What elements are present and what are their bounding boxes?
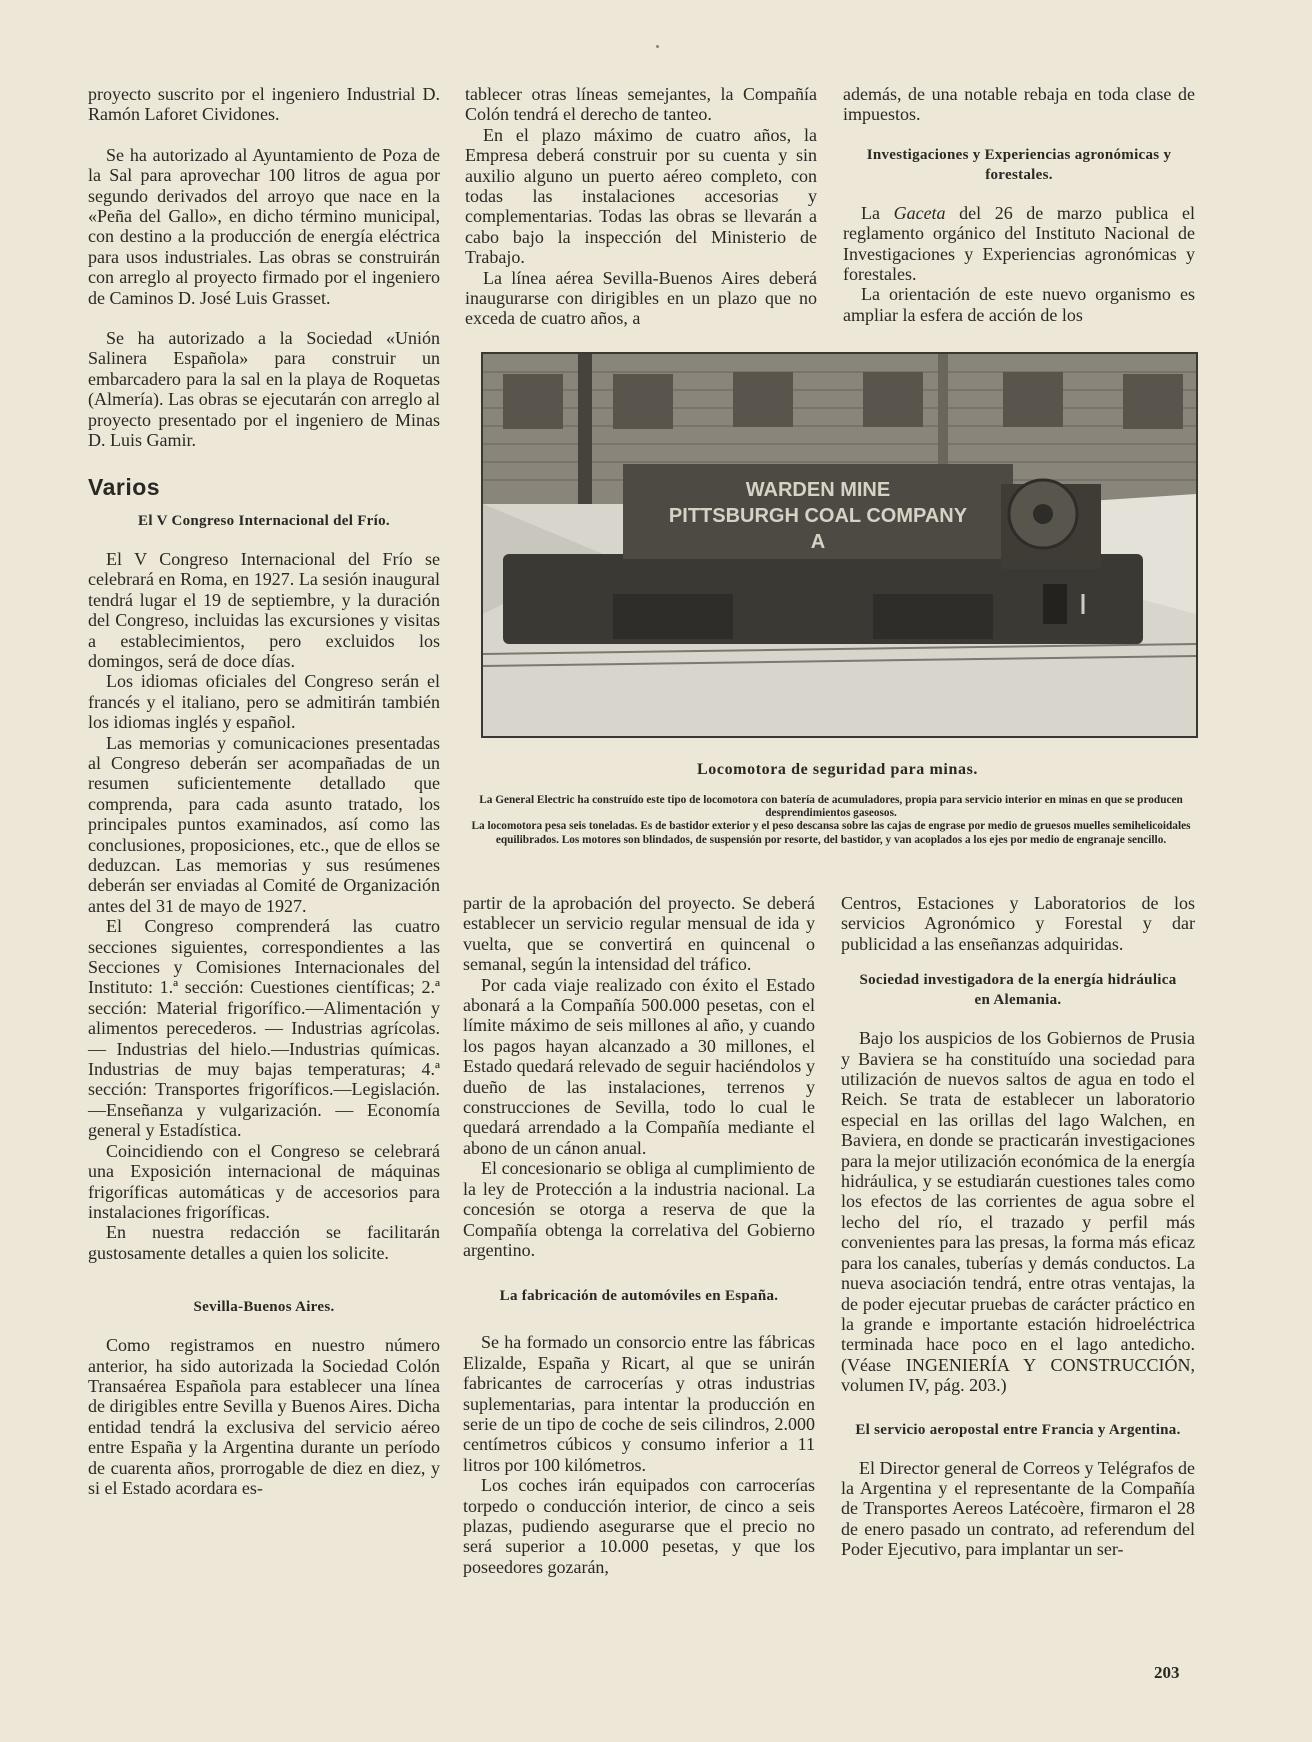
caption-paragraph: La General Electric ha construído este tipo de locomotora con batería de acumuladores, propia para servicio interior en minas en que se producen desprendimientos gaseosos. — [479, 794, 1183, 820]
article-heading: El servicio aeropostal entre Francia y Argentina. — [855, 1421, 1181, 1438]
column-3-bottom — [841, 893, 1195, 1560]
paragraph: Se ha autorizado al Ayuntamiento de Poza de la Sal para aprovechar 100 litros de agua por segundo derivados del arroyo que nace en la «Peña del Gallo», en dicho término municipal, con destino a la producción de energía eléctrica para usos industriales. Las obras se construirán con arreglo al proyecto firmado por el ingeniero de Caminos D. José Luis Grasset. — [88, 144, 440, 308]
locomotive-photo — [481, 352, 1198, 738]
figure-caption-title: Locomotora de seguridad para minas. — [697, 761, 978, 778]
plate-text-2: PITTSBURGH COAL COMPANY — [668, 505, 968, 527]
paragraph: En nuestra redacción se facilitarán gustosamente detalles a quien los solicite. — [88, 1222, 440, 1263]
paragraph: El concesionario se obliga al cumplimiento de la ley de Protección a la industria nacional. La concesión se otorga a reserva de que la Compañía obtenga la correlativa del Gobierno argentino. — [463, 1158, 815, 1260]
paragraph: Se ha autorizado a la Sociedad «Unión Salinera Española» para construir un embarcadero para la sal en la playa de Roquetas (Almería). Las obras se ejecutarán con arreglo al proyecto presentado por el ingeniero de Minas D. Luis Gamir. — [88, 328, 440, 451]
article-heading: Sevilla-Buenos Aires. — [193, 1299, 335, 1316]
paragraph: El Congreso comprenderá las cuatro secciones siguientes, correspondientes a las Secciones y Comisiones Internacionales del Instituto: 1.ª sección: Cuestiones científicas; 2.ª sección: Material frigorífico.—Alimentación y alimentos perecederos. — Industrias agrícolas. — Industrias del hielo.—Industrias químicas. Industrias de muy bajas temperaturas; 4.ª sección: Transportes frigoríficos.—Legislación.—Enseñanza y vulgarización. — Economía general y Estadística. — [88, 916, 440, 1141]
paragraph: El V Congreso Internacional del Frío se celebrará en Roma, en 1927. La sesión inaugural tendrá lugar el 19 de septiembre, y la duración del Congreso, incluidas las excursiones y visitas a establecimientos, pero excluidos los domingos, será de doce días. — [88, 548, 440, 671]
paragraph: Los coches irán equipados con carrocerías torpedo o conducción interior, de cinco a seis plazas, pudiendo asegurarse que el precio no será superior a 10.000 pesetas, y que los poseedores gozarán, — [463, 1475, 815, 1577]
article-heading: La fabricación de automóviles en España. — [499, 1288, 779, 1305]
plate-text-3: A — [810, 531, 826, 553]
paragraph: Se ha formado un consorcio entre las fábricas Elizalde, España y Ricart, al que se unirán fabricantes de carrocerías y otras industrias suplementarias, para intentar la producción en serie de un tipo de coche de seis cilindros, 2.000 centímetros cúbicos y consumo inferior a 11 litros por 100 kilómetros. — [463, 1332, 815, 1475]
figure-caption — [470, 794, 1192, 847]
column-2-top — [465, 84, 817, 329]
paragraph: Las memorias y comunicaciones presentadas al Congreso deberán ser acompañadas de un resumen suficientemente detallado que comprenda, para cada asunto tratado, los principales puntos examinados, así como las conclusiones, proposiciones, etc., que de ellos se deduzcan. Las memorias y sus resúmenes deberán ser enviadas al Comité de Organización antes del 31 de mayo de 1927. — [88, 732, 440, 916]
paragraph: Por cada viaje realizado con éxito el Estado abonará a la Compañía 500.000 pesetas, con el límite máximo de seis millones al año, y cuando los pagos hayan alcanzado a 30 millones, el Estado quedará relevado de seguir haciéndolos y dueño de las instalaciones, terrenos y construcciones de Sevilla, todo lo cual le quedará arrendado a la Compañía mediante el abono de un cánon anual. — [463, 974, 815, 1158]
paragraph: además, de una notable rebaja en toda clase de impuestos. — [843, 84, 1195, 125]
paragraph: partir de la aprobación del proyecto. Se deberá establecer un servicio regular mensual de ida y vuelta, que se convertirá en quincenal o semanal, según la intensidad del tráfico. — [463, 893, 815, 975]
paragraph: La Gaceta del 26 de marzo publica el reglamento orgánico del Instituto Nacional de Investigaciones y Experiencias agronómicas y forestales. — [843, 202, 1195, 285]
paragraph: Coincidiendo con el Congreso se celebrará una Exposición internacional de máquinas frigoríficas automáticas y de accesorios para instalaciones frigoríficas. — [88, 1140, 440, 1222]
section-heading-varios: Varios — [88, 473, 161, 500]
paragraph: El Director general de Correos y Telégrafos de la Argentina y el representante de la Compañía de Transportes Aereos Latécoère, firmaron el 28 de enero pasado un contrato, ad referendum del Poder Ejecutivo, para implantar un ser- — [841, 1457, 1195, 1560]
paragraph: Los idiomas oficiales del Congreso serán el francés y el italiano, pero se admitirán también los idiomas inglés y español. — [88, 671, 440, 733]
paragraph: En el plazo máximo de cuatro años, la Empresa deberá construir por su cuenta y sin auxilio alguno un puerto aéreo completo, con todas las instalaciones accesorias y complementarias. Todas las obras se llevarán a cabo bajo la inspección del Ministerio de Trabajo. — [465, 124, 817, 268]
paragraph: Bajo los auspicios de los Gobiernos de Prusia y Baviera se ha constituído una sociedad para utilización de nuevos saltos de agua en todo el Reich. Se trata de establecer un laboratorio especial en las orillas del lago Walchen, en Baviera, en donde se practicarán investigaciones para la mejor utilización económica de la energía hidráulica, y se estudiarán cuestiones tales como los efectos de las corrientes de agua sobre el lecho del río, el trazado y perfil más convenientes para las presas, la forma más eficaz para los canales, tuberías y demás conductos. La nueva asociación tendrá, entre otras ventajas, la de poder ejecutar pruebas de carácter práctico en la grande e importante estación hidroeléctrica terminada hace poco en el lago antedicho. (Véase INGENIERÍA Y CONSTRUCCIÓN, volumen IV, pág. 203.) — [841, 1028, 1195, 1396]
caption-paragraph: La locomotora pesa seis toneladas. Es de bastidor exterior y el peso descansa sobre las cajas de engrase por medio de gruesos muelles semihelicoidales equilibrados. Los motores son blindados, de suspensión por resorte, del bastidor, y van acoplados a los ejes por medio de engranaje sencillo. — [471, 820, 1191, 846]
column-3-top — [843, 84, 1195, 325]
article-heading: Sociedad investigadora de la energía hidráulica en Alemania. — [859, 972, 1177, 1009]
paragraph: tablecer otras líneas semejantes, la Compañía Colón tendrá el derecho de tanteo. — [465, 84, 817, 125]
paragraph: La orientación de este nuevo organismo es ampliar la esfera de acción de los — [843, 284, 1195, 325]
print-speck — [656, 45, 659, 48]
paragraph: Centros, Estaciones y Laboratorios de los servicios Agronómico y Forestal y dar publicidad a las enseñanzas adquiridas. — [841, 893, 1195, 954]
paragraph: La línea aérea Sevilla-Buenos Aires deberá inaugurarse con dirigibles en un plazo que no exceda de cuatro años, a — [465, 267, 817, 329]
paragraph: Como registramos en nuestro número anterior, ha sido autorizada la Sociedad Colón Transaérea Española para establecer una línea de dirigibles entre Sevilla y Buenos Aires. Dicha entidad tendrá la exclusiva del servicio aéreo entre España y la Argentina durante un período de cuarenta años, prorrogable de diez en diez, y si el Estado acordara es- — [88, 1335, 440, 1498]
paragraph: proyecto suscrito por el ingeniero Industrial D. Ramón Laforet Cividones. — [88, 84, 440, 125]
article-heading: Investigaciones y Experiencias agronómicas y forestales. — [866, 146, 1172, 183]
page-number: 203 — [1154, 1663, 1180, 1682]
plate-text-1: WARDEN MINE — [745, 479, 891, 501]
column-1 — [88, 84, 440, 1498]
column-2-bottom — [463, 893, 815, 1577]
article-heading: El V Congreso Internacional del Frío. — [138, 512, 390, 529]
